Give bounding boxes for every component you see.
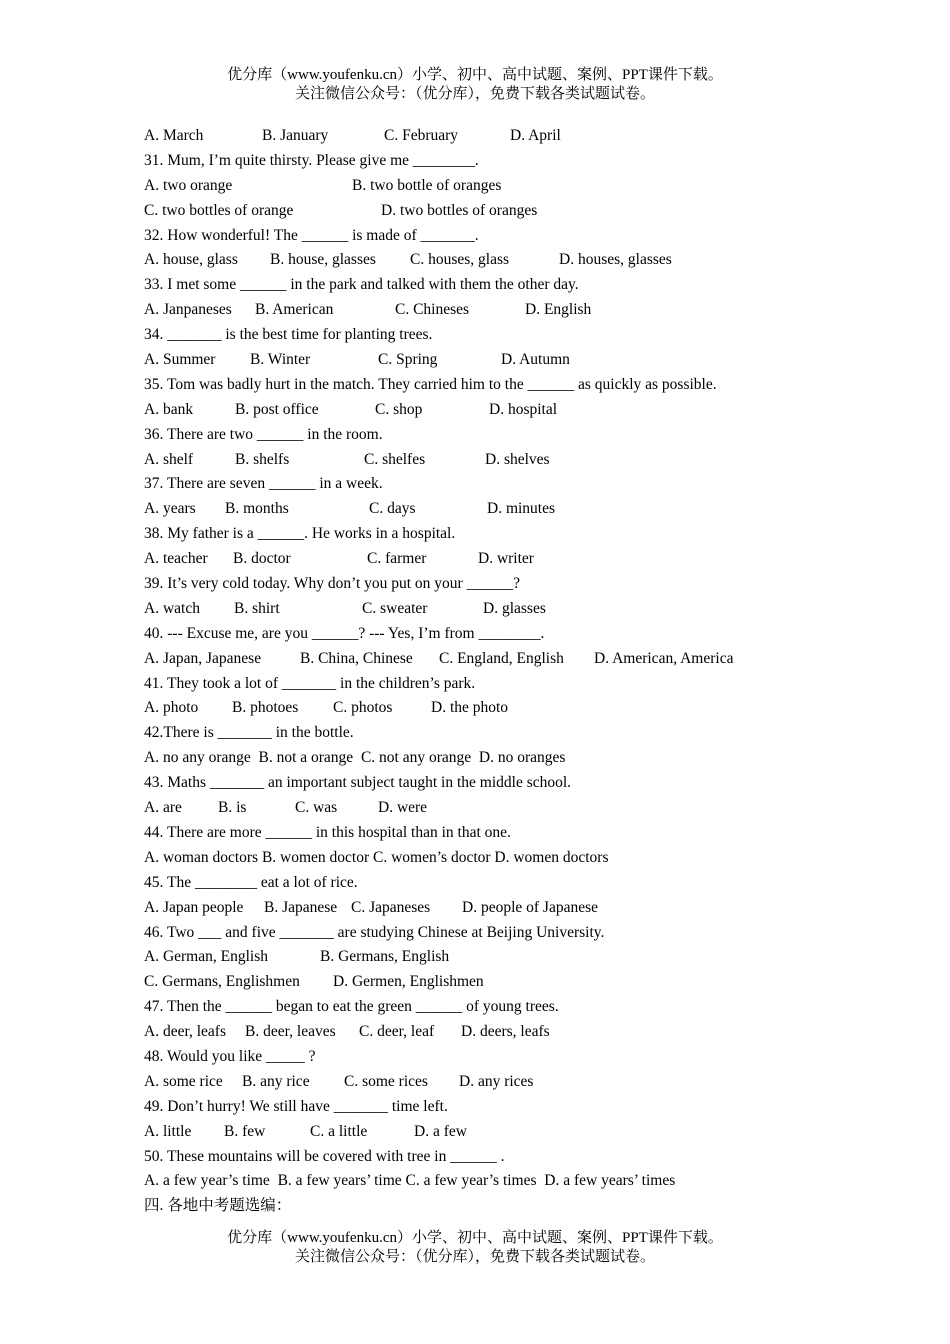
answer-option: C. two bottles of orange (144, 201, 294, 219)
question-text: 40. --- Excuse me, are you ______? --- Yes, I’m from ________. (144, 624, 545, 642)
answer-option: D. deers, leafs (461, 1023, 550, 1041)
answer-option: C. farmer (367, 550, 427, 568)
question-text: 44. There are more ______ in this hospital than in that one. (144, 823, 511, 841)
question-text: A. woman doctors B. women doctor C. women’s doctor D. women doctors (144, 848, 609, 866)
answer-option: A. March (144, 127, 204, 144)
question-line (144, 1045, 824, 1070)
answer-option: D. were (378, 799, 428, 817)
answer-options-row (144, 896, 824, 921)
answer-option: C. photos (333, 699, 393, 717)
question-line (144, 472, 824, 497)
answer-option: C. some rices (344, 1072, 428, 1090)
question-line (144, 149, 824, 174)
question-line (144, 423, 824, 448)
question-line (144, 746, 824, 771)
question-text: 31. Mum, I’m quite thirsty. Please give me ________. (144, 151, 479, 169)
question-list (144, 124, 824, 1219)
answer-option: A. Japan, Japanese (144, 649, 262, 667)
answer-option: A. Japan people (144, 898, 244, 916)
question-line (144, 1194, 824, 1219)
question-text: 33. I met some ______ in the park and talked with them the other day. (144, 276, 579, 294)
page-footer (0, 1229, 950, 1267)
answer-option: D. a few (414, 1122, 467, 1140)
answer-option: C. deer, leaf (359, 1023, 435, 1041)
question-line (144, 995, 824, 1020)
answer-option: C. Chineses (395, 301, 470, 319)
answer-option: B. shirt (234, 599, 280, 617)
answer-options-row (144, 199, 824, 224)
answer-option: B. January (262, 127, 329, 144)
answer-option: B. Winter (250, 351, 311, 369)
answer-options-row (144, 448, 824, 473)
answer-options-row (144, 970, 824, 995)
question-line (144, 1145, 824, 1170)
answer-options-row (144, 248, 824, 273)
answer-option: A. watch (144, 599, 200, 617)
answer-option: C. a little (310, 1122, 368, 1140)
answer-option: A. teacher (144, 550, 208, 568)
answer-options-row (144, 497, 824, 522)
answer-option: B. shelfs (235, 450, 290, 468)
answer-options-row (144, 398, 824, 423)
question-text: 46. Two ___ and five _______ are studying Chinese at Beijing University. (144, 923, 605, 941)
answer-options-row (144, 945, 824, 970)
answer-option: C. Germans, Englishmen (144, 973, 300, 991)
answer-option: B. American (255, 301, 334, 319)
question-text: 34. _______ is the best time for planting trees. (144, 326, 433, 344)
answer-options-row (144, 597, 824, 622)
question-text: 37. There are seven ______ in a week. (144, 475, 383, 493)
question-line (144, 323, 824, 348)
answer-option: C. was (295, 799, 338, 817)
answer-options-row (144, 1070, 824, 1095)
question-line (144, 871, 824, 896)
footer-line-1: 优分库（www.youfenku.cn）小学、初中、高中试题、案例、PPT课件下载。 (227, 1230, 723, 1246)
question-line (144, 1169, 824, 1194)
answer-options-row (144, 796, 824, 821)
footer-line-2: 关注微信公众号：（优分库），免费下载各类试题试卷。 (294, 1249, 655, 1265)
header-line-1: 优分库（www.youfenku.cn）小学、初中、高中试题、案例、PPT课件下载。 (227, 67, 723, 83)
answer-option: A. house, glass (144, 251, 238, 269)
question-text: 45. The ________ eat a lot of rice. (144, 873, 358, 891)
answer-option: D. hospital (489, 400, 558, 418)
question-text: 48. Would you like _____ ? (144, 1047, 316, 1065)
answer-option: D. houses, glasses (559, 251, 672, 269)
answer-option: D. glasses (483, 599, 546, 617)
answer-option: C. England, English (439, 649, 564, 667)
answer-option: D. Autumn (501, 351, 570, 369)
question-line (144, 1095, 824, 1120)
answer-options-row (144, 647, 824, 672)
question-line (144, 771, 824, 796)
question-text: 49. Don’t hurry! We still have _______ time left. (144, 1097, 448, 1115)
answer-option: B. doctor (233, 550, 291, 568)
question-text: A. no any orange B. not a orange C. not any orange D. no oranges (144, 749, 566, 767)
answer-option: A. years (144, 500, 196, 518)
answer-options-row (144, 298, 824, 323)
answer-option: B. photoes (232, 699, 299, 717)
question-text: 43. Maths _______ an important subject taught in the middle school. (144, 774, 572, 792)
answer-option: C. shelfes (364, 450, 426, 468)
question-line (144, 721, 824, 746)
answer-options-row (144, 348, 824, 373)
answer-option: A. photo (144, 699, 199, 717)
answer-option: D. people of Japanese (462, 898, 599, 916)
question-line (144, 224, 824, 249)
question-text: A. a few year’s time B. a few years’ time C. a few year’s times D. a few years’ times (144, 1172, 676, 1190)
question-line (144, 373, 824, 398)
answer-option: B. months (225, 500, 289, 518)
page-header (0, 66, 950, 104)
question-text: 38. My father is a ______. He works in a hospital. (144, 525, 456, 543)
answer-option: B. any rice (242, 1072, 310, 1090)
question-line (144, 622, 824, 647)
answer-option: C. houses, glass (410, 251, 510, 269)
question-text: 39. It’s very cold today. Why don’t you put on your ______? (144, 575, 520, 593)
question-line (144, 672, 824, 697)
answer-option: C. Spring (378, 351, 438, 369)
question-text: 36. There are two ______ in the room. (144, 425, 383, 443)
answer-option: A. some rice (144, 1072, 223, 1090)
answer-option: A. bank (144, 400, 194, 418)
question-text: 35. Tom was badly hurt in the match. They carried him to the ______ as quickly as possible. (144, 375, 717, 393)
answer-option: A. two orange (144, 176, 233, 194)
answer-option: A. Janpaneses (144, 301, 232, 319)
header-line-2: 关注微信公众号：（优分库），免费下载各类试题试卷。 (294, 86, 655, 102)
answer-option: A. German, English (144, 948, 268, 966)
answer-option: D. two bottles of oranges (381, 201, 538, 219)
question-text: 50. These mountains will be covered with tree in ______ . (144, 1147, 505, 1165)
answer-option: B. Japanese (264, 898, 338, 916)
question-line (144, 522, 824, 547)
answer-option: C. days (369, 500, 416, 518)
question-line (144, 572, 824, 597)
answer-option: B. two bottle of oranges (352, 176, 502, 194)
answer-option: A. Summer (144, 351, 216, 369)
answer-options-row (144, 124, 824, 149)
answer-option: B. China, Chinese (300, 649, 413, 667)
question-line (144, 846, 824, 871)
answer-option: D. American, America (594, 649, 734, 667)
question-text: 32. How wonderful! The ______ is made of _______. (144, 226, 479, 244)
answer-option: A. deer, leafs (144, 1023, 227, 1041)
question-line (144, 273, 824, 298)
answer-options-row (144, 174, 824, 199)
answer-option: B. few (224, 1122, 266, 1140)
answer-option: D. April (510, 127, 561, 144)
answer-option: D. minutes (487, 500, 556, 518)
answer-options-row (144, 547, 824, 572)
answer-option: D. writer (478, 550, 534, 568)
answer-option: B. Germans, English (320, 948, 450, 966)
answer-options-row (144, 1120, 824, 1145)
answer-option: A. shelf (144, 450, 194, 468)
answer-option: B. post office (235, 400, 319, 418)
answer-option: B. deer, leaves (245, 1023, 336, 1041)
answer-option: A. little (144, 1122, 192, 1140)
answer-option: C. Japaneses (351, 898, 431, 916)
question-text: 47. Then the ______ began to eat the green ______ of young trees. (144, 998, 559, 1016)
question-text: 41. They took a lot of _______ in the children’s park. (144, 674, 476, 692)
answer-option: D. shelves (485, 450, 550, 468)
answer-options-row (144, 696, 824, 721)
question-line (144, 821, 824, 846)
answer-option: C. sweater (362, 599, 428, 617)
question-text: 四. 各地中考题选编： (144, 1197, 292, 1215)
answer-option: C. February (384, 127, 459, 144)
answer-options-row (144, 1020, 824, 1045)
answer-option: D. the photo (431, 699, 509, 717)
answer-option: D. Germen, Englishmen (333, 973, 484, 991)
answer-option: D. any rices (459, 1072, 534, 1090)
answer-option: C. shop (375, 400, 423, 418)
question-text: 42.There is _______ in the bottle. (144, 724, 354, 742)
question-line (144, 921, 824, 946)
answer-option: A. are (144, 799, 182, 817)
answer-option: D. English (525, 301, 592, 319)
answer-option: B. house, glasses (270, 251, 376, 269)
answer-option: B. is (218, 799, 247, 817)
